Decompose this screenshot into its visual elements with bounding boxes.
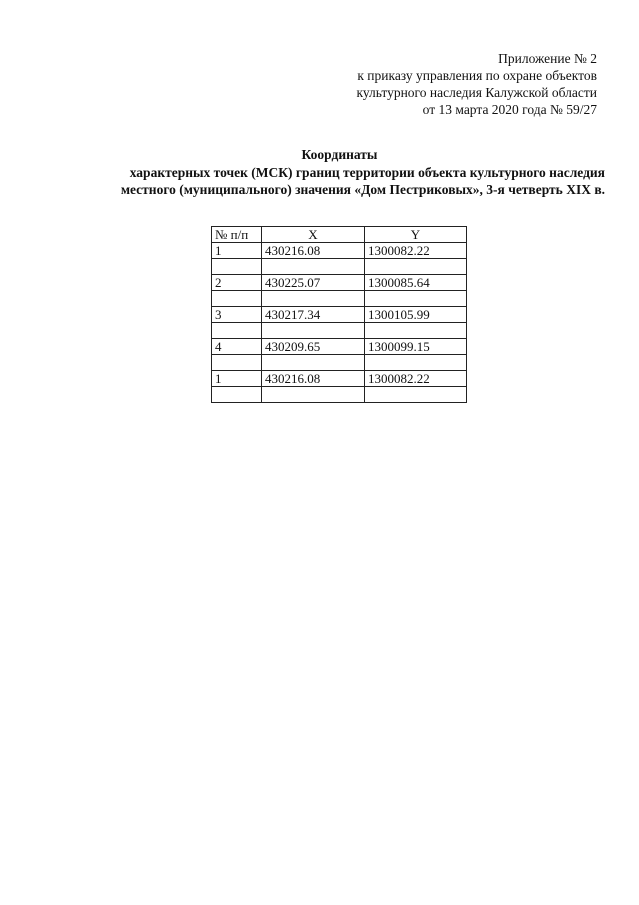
table-row xyxy=(212,291,467,307)
table-row xyxy=(212,259,467,275)
cell-point-number: 4 xyxy=(212,339,262,355)
title-main: Координаты xyxy=(301,147,378,162)
cell-y: 1300105.99 xyxy=(365,307,467,323)
cell-point-number: 1 xyxy=(212,371,262,387)
table-row xyxy=(212,275,467,291)
table-row xyxy=(212,243,467,259)
column-header-number: № п/п xyxy=(212,227,262,243)
cell-x xyxy=(262,387,365,403)
cell-point-number xyxy=(212,259,262,275)
cell-y: 1300085.64 xyxy=(365,275,467,291)
authority-name: культурного наследия Калужской области xyxy=(356,85,597,100)
cell-y xyxy=(365,291,467,307)
table-header-row xyxy=(212,227,467,243)
cell-x: 430209.65 xyxy=(262,339,365,355)
title-line-3: местного (муниципального) значения «Дом Пестриковых», 3-я четверть XIX в. xyxy=(120,182,605,197)
cell-x xyxy=(262,259,365,275)
table-row xyxy=(212,307,467,323)
cell-y: 1300082.22 xyxy=(365,243,467,259)
cell-y xyxy=(365,387,467,403)
table-row xyxy=(212,387,467,403)
appendix-header xyxy=(267,50,597,118)
document-title xyxy=(40,146,605,199)
order-date-number: от 13 марта 2020 года № 59/27 xyxy=(422,102,597,117)
cell-x: 430225.07 xyxy=(262,275,365,291)
cell-point-number xyxy=(212,387,262,403)
cell-y: 1300099.15 xyxy=(365,339,467,355)
cell-y xyxy=(365,355,467,371)
table-row xyxy=(212,323,467,339)
title-line-2: характерных точек (МСК) границ территории объекта культурного наследия xyxy=(129,164,605,180)
cell-point-number xyxy=(212,355,262,371)
column-header-y: Y xyxy=(365,227,467,243)
table-row xyxy=(212,355,467,371)
cell-point-number xyxy=(212,323,262,339)
column-header-x: X xyxy=(262,227,365,243)
table-row xyxy=(212,371,467,387)
cell-x: 430216.08 xyxy=(262,243,365,259)
cell-point-number xyxy=(212,291,262,307)
cell-x xyxy=(262,355,365,371)
cell-x xyxy=(262,323,365,339)
cell-y xyxy=(365,323,467,339)
cell-x xyxy=(262,291,365,307)
cell-x: 430217.34 xyxy=(262,307,365,323)
coordinates-table xyxy=(211,226,467,403)
order-reference: к приказу управления по охране объектов xyxy=(357,68,597,83)
cell-y xyxy=(365,259,467,275)
cell-x: 430216.08 xyxy=(262,371,365,387)
cell-y: 1300082.22 xyxy=(365,371,467,387)
table-row xyxy=(212,339,467,355)
cell-point-number: 3 xyxy=(212,307,262,323)
cell-point-number: 2 xyxy=(212,275,262,291)
cell-point-number: 1 xyxy=(212,243,262,259)
appendix-number: Приложение № 2 xyxy=(498,51,597,66)
